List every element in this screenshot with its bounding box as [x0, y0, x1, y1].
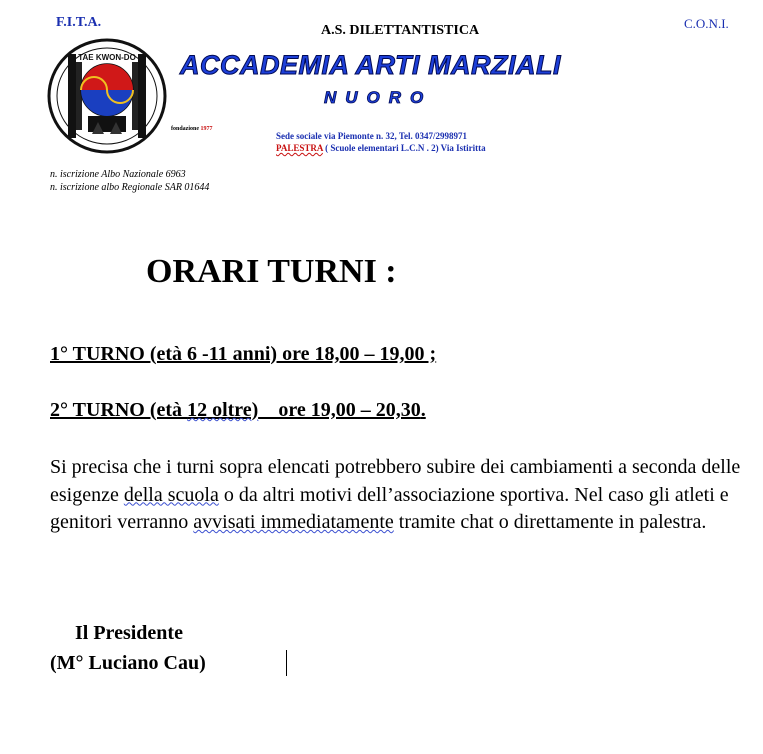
notice-paragraph: [50, 454, 750, 537]
palestra-text: ( Scuole elementari L.C.N . 2) Via Istiritta: [325, 143, 486, 153]
org-city: NUORO: [324, 88, 433, 107]
notice-part-5: tramite chat o direttamente in palestra.: [393, 511, 707, 533]
turno-2-line: [50, 399, 426, 422]
sede-address: Sede sociale via Piemonte n. 32, Tel. 0347/2998971: [276, 131, 467, 141]
foundation-note: [171, 126, 213, 132]
notice-part-2: della scuola: [123, 483, 219, 506]
logo-ring-text: TAE KWON-DO: [78, 53, 136, 62]
asd-label: A.S. DILETTANTISTICA: [321, 23, 480, 38]
albo-regionale: n. iscrizione albo Regionale SAR 01644: [50, 182, 210, 193]
notice-part-4: avvisati immediatamente: [193, 511, 394, 533]
turno-2-part-b: 12 oltre): [187, 399, 259, 421]
turno-2-part-a: 2° TURNO (età: [50, 399, 188, 421]
foundation-year: 1977: [200, 126, 213, 132]
signature-role: Il Presidente: [75, 622, 183, 644]
fita-label: F.I.T.A.: [56, 15, 102, 30]
turno-1-line: 1° TURNO (età 6 -11 anni) ore 18,00 – 19,00 ;: [50, 343, 437, 365]
text-cursor: [286, 650, 287, 676]
coni-label: C.O.N.I.: [684, 16, 729, 31]
org-name: ACCADEMIA ARTI MARZIALI: [180, 50, 561, 80]
foundation-label: fondazione: [171, 126, 200, 132]
palestra-address: [276, 143, 486, 153]
taekwondo-logo-icon: [46, 38, 168, 154]
turno-2-part-d: .: [420, 399, 426, 421]
turno-2-part-c: ore 19,00 – 20,30: [258, 399, 421, 421]
palestra-label: PALESTRA: [276, 143, 323, 153]
albo-nazionale: n. iscrizione Albo Nazionale 6963: [50, 169, 186, 180]
notice-part-1: Si precisa che i turni sopra elencati potrebbero subire dei cambiamenti a seconda delle esigenze: [50, 456, 741, 506]
signature-name: (M° Luciano Cau): [50, 652, 206, 674]
notice-part-3: o da altri motivi dell’associazione sportiva. Nel caso gli atleti e genitori verranno: [50, 483, 729, 533]
page-title: ORARI TURNI :: [146, 253, 397, 290]
